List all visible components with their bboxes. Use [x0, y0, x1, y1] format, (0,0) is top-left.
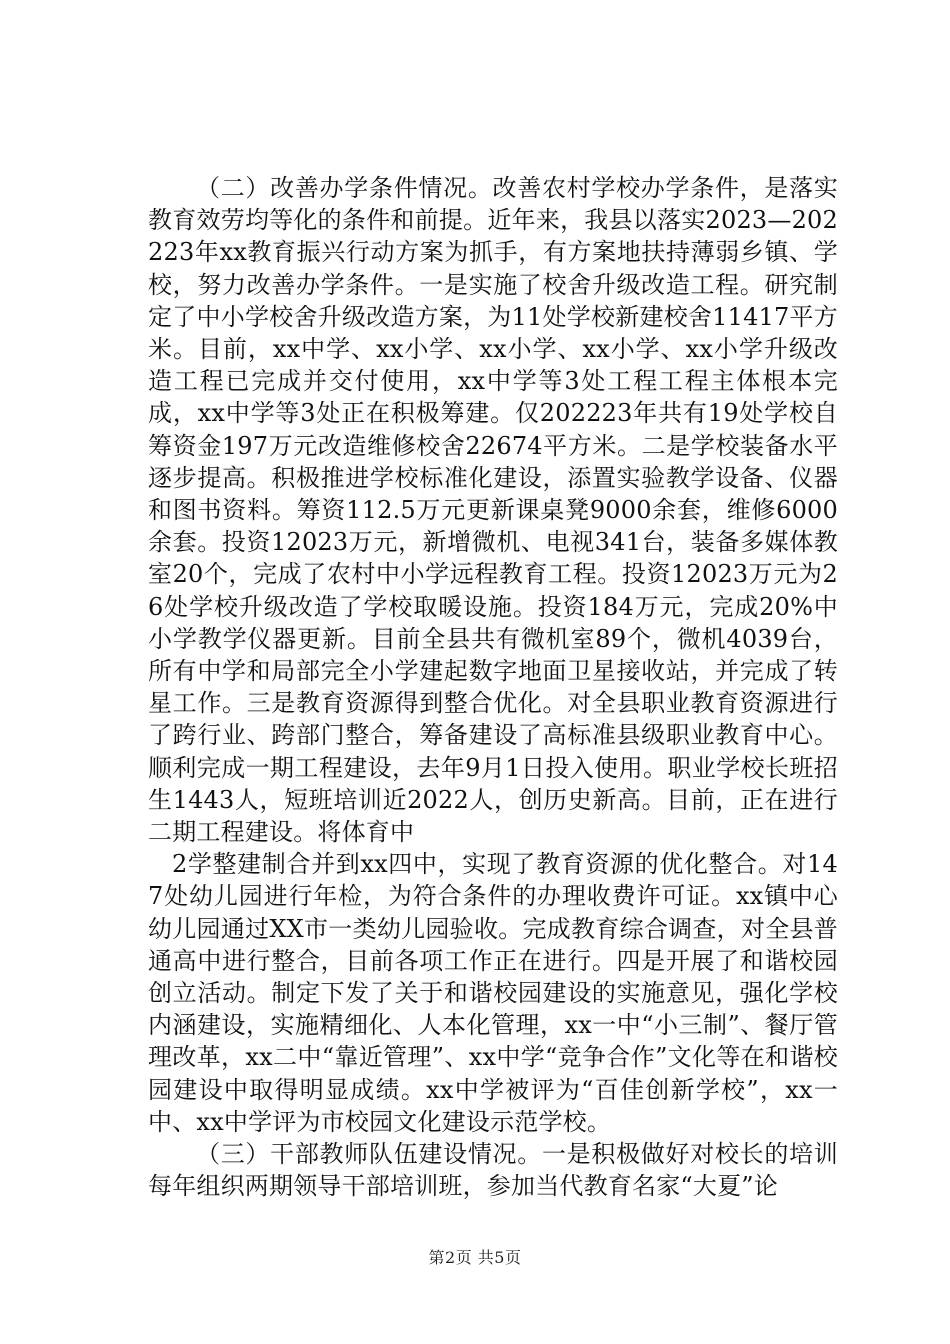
paragraph-continued: 2学整建制合并到xx四中，实现了教育资源的优化整合。对147处幼儿园进行年检，为符合条件的办理收费许可证。xx镇中心幼儿园通过XX市一类幼儿园验收。完成教育综合调查，对全县普通高中进行整合，目前各项工作正在进行。四是开展了和谐校园创立活动。制定下发了关于和谐校园建设的实施意见，强化学校内涵建设，实施精细化、人本化管理，xx一中“小三制”、餐厅管理改革，xx二中“靠近管理”、xx中学“竞争合作”文化等在和谐校园建设中取得明显成绩。xx中学被评为“百佳创新学校”，xx一中、xx中学评为市校园文化建设示范学校。	[148, 850, 838, 1136]
page-footer: 第2页 共5页	[428, 1248, 522, 1267]
paragraph-teacher-team: （三）干部教师队伍建设情况。一是积极做好对校长的培训每年组织两期领导干部培训班，参加当代教育名家“大夏”论	[148, 1140, 838, 1201]
paragraph-improve-conditions: （二）改善办学条件情况。改善农村学校办学条件，是落实教育效劳均等化的条件和前提。近年来，我县以落实2023—202223年xx教育振兴行动方案为抓手，有方案地扶持薄弱乡镇、学校，努力改善办学条件。一是实施了校舍升级改造工程。研究制定了中小学校舍升级改造方案，为11处学校新建校舍11417平方米。目前，xx中学、xx小学、xx小学、xx小学、xx小学升级改造工程已完成并交付使用，xx中学等3处工程工程主体根本完成，xx中学等3处正在积极筹建。仅202223年共有19处学校自筹资金197万元改造维修校舍22674平方米。二是学校装备水平逐步提高。积极推进学校标准化建设，添置实验教学设备、仪器和图书资料。筹资112.5万元更新课桌凳9000余套，维修6000余套。投资12023万元，新增微机、电视341台，装备多媒体教室20个，完成了农村中小学远程教育工程。投资12023万元为26处学校升级改造了学校取暖设施。投资184万元，完成20%中小学教学仪器更新。目前全县共有微机室89个，微机4039台，所有中学和局部完全小学建起数字地面卫星接收站，并完成了转星工作。三是教育资源得到整合优化。对全县职业教育资源进行了跨行业、跨部门整合，筹备建设了高标准县级职业教育中心。顺利完成一期工程建设，去年9月1日投入使用。职业学校长班招生1443人，短班培训近2022人，创历史新高。目前，正在进行二期工程建设。将体育中	[148, 174, 838, 847]
document-body	[148, 172, 838, 1203]
